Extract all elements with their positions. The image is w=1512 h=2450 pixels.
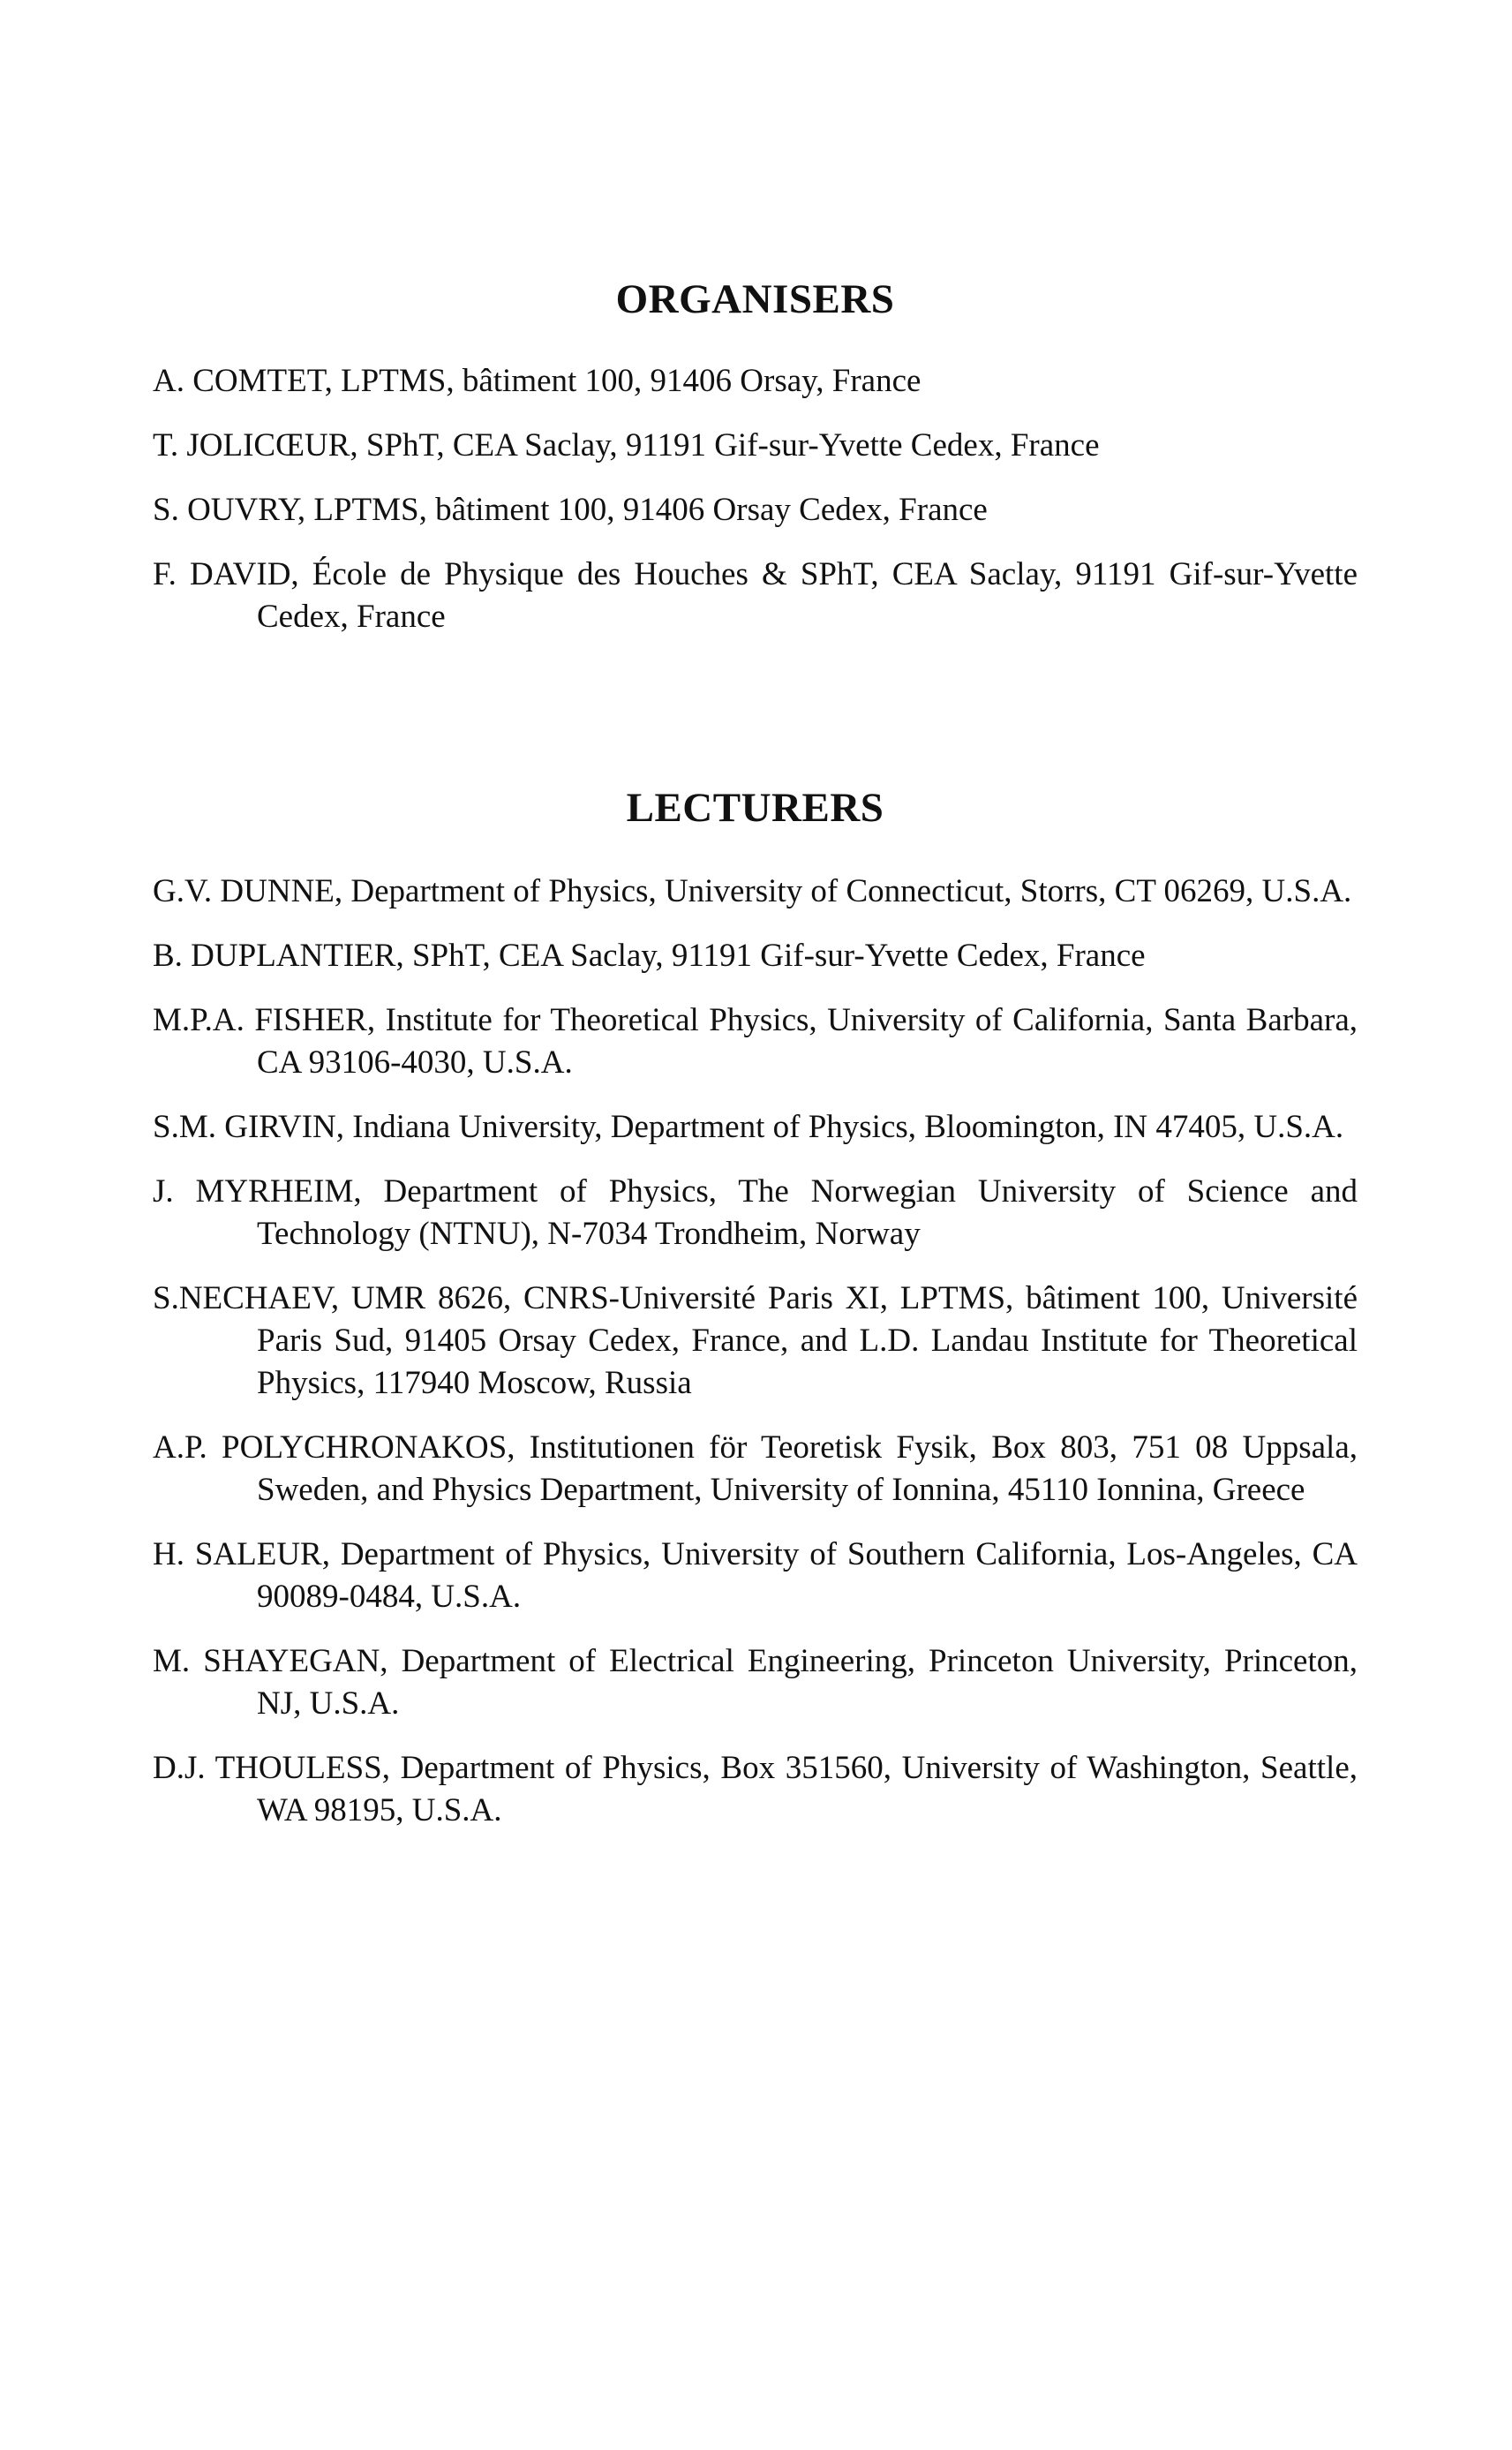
lecturers-list [153, 871, 1358, 1832]
lecturer-entry: B. DUPLANTIER, SPhT, CEA Saclay, 91191 Gif-sur-Yvette Cedex, France [153, 938, 1146, 974]
document-page [153, 265, 1358, 1854]
organisers-list [153, 360, 1358, 638]
organiser-entry: S. OUVRY, LPTMS, bâtiment 100, 91406 Orsay Cedex, France [153, 492, 988, 528]
lecturers-heading: LECTURERS [626, 785, 884, 831]
lecturer-entry: S.M. GIRVIN, Indiana University, Department of Physics, Bloomington, IN 47405, U.S.A. [153, 1109, 1344, 1145]
lecturer-entry: H. SALEUR, Department of Physics, University of Southern California, Los-Angeles, CA 90089-0484, U.S.A. [153, 1536, 1358, 1615]
organiser-entry: T. JOLICŒUR, SPhT, CEA Saclay, 91191 Gif-sur-Yvette Cedex, France [153, 427, 1100, 464]
organisers-heading: ORGANISERS [615, 276, 895, 322]
lecturer-entry: M. SHAYEGAN, Department of Electrical Engineering, Princeton University, Princeton, NJ, U.S.A. [153, 1643, 1358, 1722]
lecturer-entry: D.J. THOULESS, Department of Physics, Box 351560, University of Washington, Seattle, WA 98195, U.S.A. [153, 1750, 1358, 1828]
lecturer-entry: S.NECHAEV, UMR 8626, CNRS-Université Paris XI, LPTMS, bâtiment 100, Université Paris Sud, 91405 Orsay Cedex, France, and L.D. Landau Institute for Theoretical Physics, 117940 Moscow, Russia [153, 1280, 1358, 1401]
lecturer-entry: A.P. POLYCHRONAKOS, Institutionen för Teoretisk Fysik, Box 803, 751 08 Uppsala, Sweden, and Physics Department, University of Ionnina, 45110 Ionnina, Greece [153, 1429, 1358, 1508]
lecturer-entry: M.P.A. FISHER, Institute for Theoretical Physics, University of California, Santa Barbara, CA 93106-4030, U.S.A. [153, 1002, 1358, 1081]
organiser-entry: F. DAVID, École de Physique des Houches & SPhT, CEA Saclay, 91191 Gif-sur-Yvette Cedex, France [153, 556, 1358, 635]
organiser-entry: A. COMTET, LPTMS, bâtiment 100, 91406 Orsay, France [153, 363, 921, 399]
lecturer-entry: J. MYRHEIM, Department of Physics, The Norwegian University of Science and Technology (NTNU), N-7034 Trondheim, Norway [153, 1173, 1358, 1252]
lecturer-entry: G.V. DUNNE, Department of Physics, University of Connecticut, Storrs, CT 06269, U.S.A. [153, 873, 1352, 909]
